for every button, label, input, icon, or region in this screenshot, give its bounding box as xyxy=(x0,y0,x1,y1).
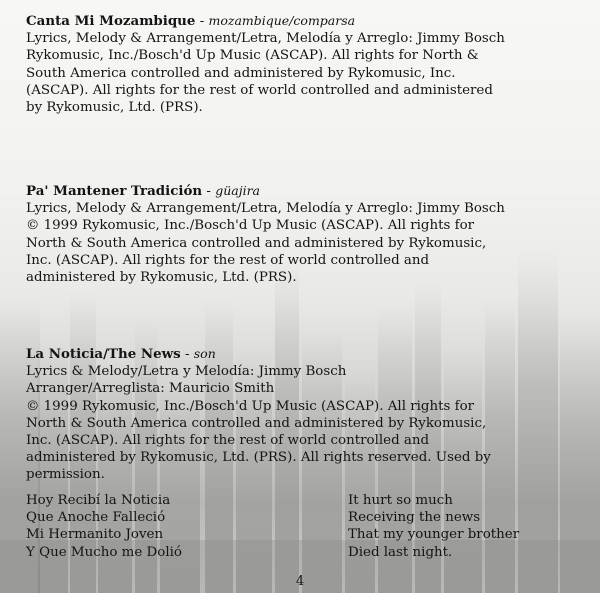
song-credit-3 xyxy=(26,345,582,484)
song-credit-2 xyxy=(26,182,582,286)
song-credit-1 xyxy=(26,12,582,116)
lyrics-spanish: Hoy Recibí la Noticia Que Anoche Falleció Mi Hermanito Joven Y Que Mucho me Dolió xyxy=(26,493,182,560)
song-heading xyxy=(26,12,582,30)
song-title: Pa' Mantener Tradición xyxy=(26,183,203,199)
page-number: 4 xyxy=(295,574,305,589)
song-heading xyxy=(26,345,582,363)
lyrics-english: It hurt so much Receiving the news That my younger brother Died last night. xyxy=(348,493,520,560)
song-heading xyxy=(26,182,582,200)
song-credits-text: Lyrics & Melody/Letra y Melodía: Jimmy Bosch Arranger/Arreglista: Mauricio Smith © 1999 Rykomusic, Inc./Bosch'd Up Music (ASCAP). All rights for North & South America controlled and administered by Rykomusic, Inc. (ASCAP). All rights for the rest of world controlled and administered by Rykomusic, Ltd. (PRS). All rights reserved. Used by permission. xyxy=(26,364,491,483)
song-genre: son xyxy=(193,346,216,361)
song-genre: mozambique/comparsa xyxy=(208,13,356,28)
song-genre: güajira xyxy=(215,183,260,198)
song-title: Canta Mi Mozambique xyxy=(26,13,196,29)
separator: - xyxy=(202,184,216,199)
song-credits-text: Lyrics, Melody & Arrangement/Letra, Melodía y Arreglo: Jimmy Bosch © 1999 Rykomusic, Inc./Bosch'd Up Music (ASCAP). All rights for North & South America controlled and administered by Rykomusic, Inc. (ASCAP). All rights for the rest of world controlled and administered by Rykomusic, Ltd. (PRS). xyxy=(26,201,505,286)
separator: - xyxy=(195,14,209,29)
song-credits-text: Lyrics, Melody & Arrangement/Letra, Melodía y Arreglo: Jimmy Bosch Rykomusic, Inc./Bosch'd Up Music (ASCAP). All rights for North & South America controlled and administered by Rykomusic, Inc. (ASCAP). All rights for the rest of world controlled and administered by Rykomusic, Ltd. (PRS). xyxy=(26,31,505,116)
song-title: La Noticia/The News xyxy=(26,346,181,362)
separator: - xyxy=(180,347,194,362)
